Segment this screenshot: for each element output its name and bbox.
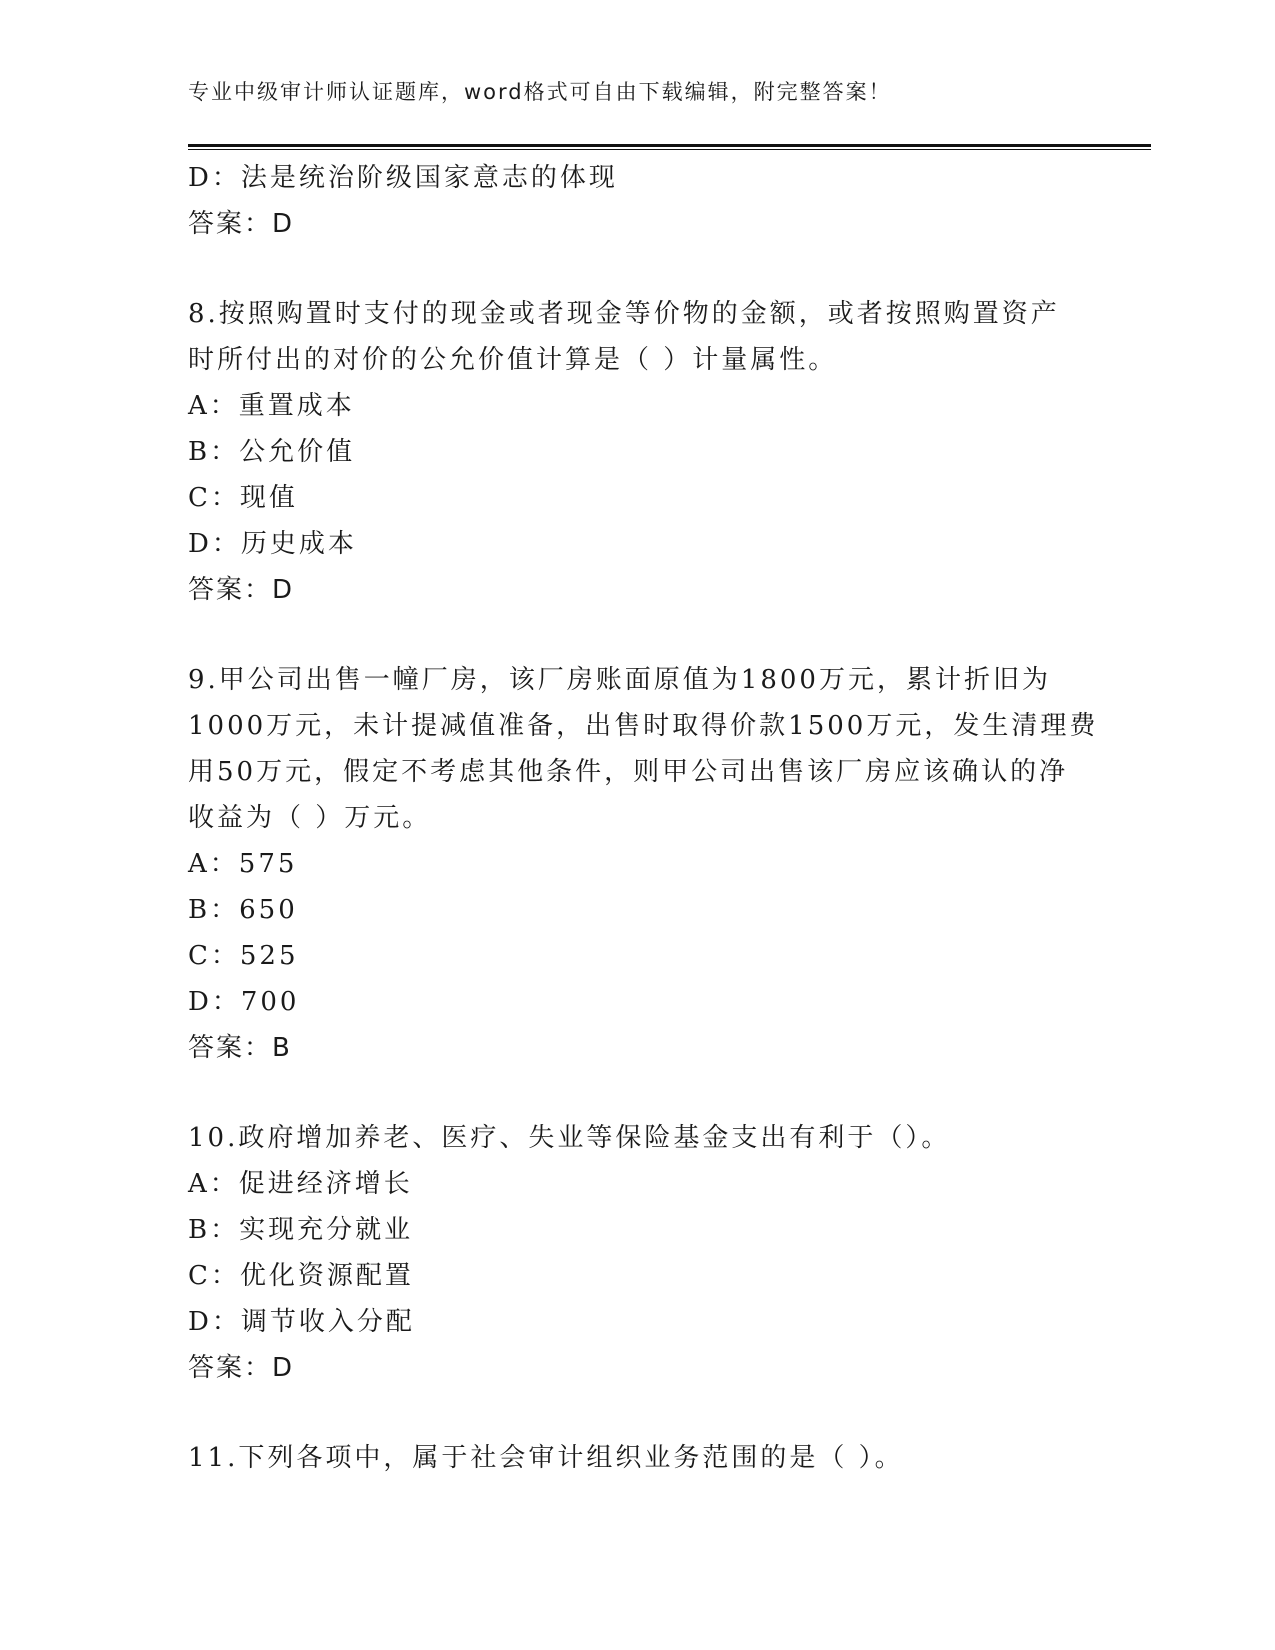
option-c: C：现值: [188, 483, 298, 513]
answer: 答案：B: [188, 1033, 292, 1063]
question-stem-line: 11.下列各项中，属于社会审计组织业务范围的是（ ）。: [188, 1443, 904, 1473]
option-c: C：优化资源配置: [188, 1261, 414, 1291]
page-header: 专业中级审计师认证题库，word格式可自由下载编辑，附完整答案！: [188, 80, 892, 104]
question-stem-line: 收益为（ ）万元。: [188, 803, 432, 833]
answer: 答案：D: [188, 575, 295, 605]
option-a: A：575: [188, 849, 298, 879]
option-c: C：525: [188, 941, 299, 971]
option-d: D：700: [188, 987, 300, 1017]
question-stem-line: 用50万元，假定不考虑其他条件，则甲公司出售该厂房应该确认的净: [188, 757, 1069, 787]
option-a: A：促进经济增长: [188, 1169, 413, 1199]
question-stem-line: 1000万元，未计提减值准备，出售时取得价款1500万元，发生清理费: [188, 711, 1099, 741]
question-content: [188, 155, 1099, 1481]
question-stem-line: 9.甲公司出售一幢厂房，该厂房账面原值为1800万元，累计折旧为: [188, 665, 1051, 695]
option-d: D：法是统治阶级国家意志的体现: [188, 163, 618, 193]
header-divider: [188, 144, 1151, 150]
question-stem-line: 8.按照购置时支付的现金或者现金等价物的金额，或者按照购置资产: [188, 299, 1060, 329]
option-b: B：实现充分就业: [188, 1215, 414, 1245]
answer: 答案：D: [188, 209, 295, 239]
option-d: D：历史成本: [188, 529, 357, 559]
question-8: [188, 291, 1088, 613]
option-d: D：调节收入分配: [188, 1307, 415, 1337]
option-b: B：650: [188, 895, 298, 925]
question-11: [188, 1435, 1088, 1481]
header-divider-thick: [188, 144, 1151, 147]
question-9: [188, 657, 1099, 1071]
option-a: A：重置成本: [188, 391, 355, 421]
header-divider-thin: [188, 149, 1151, 150]
option-b: B：公允价值: [188, 437, 356, 467]
question-stem-line: 时所付出的对价的公允价值计算是（ ）计量属性。: [188, 345, 838, 375]
question-10: [188, 1115, 1088, 1391]
answer: 答案：D: [188, 1353, 295, 1383]
question-stem-line: 10.政府增加养老、医疗、失业等保险基金支出有利于（）。: [188, 1123, 951, 1153]
